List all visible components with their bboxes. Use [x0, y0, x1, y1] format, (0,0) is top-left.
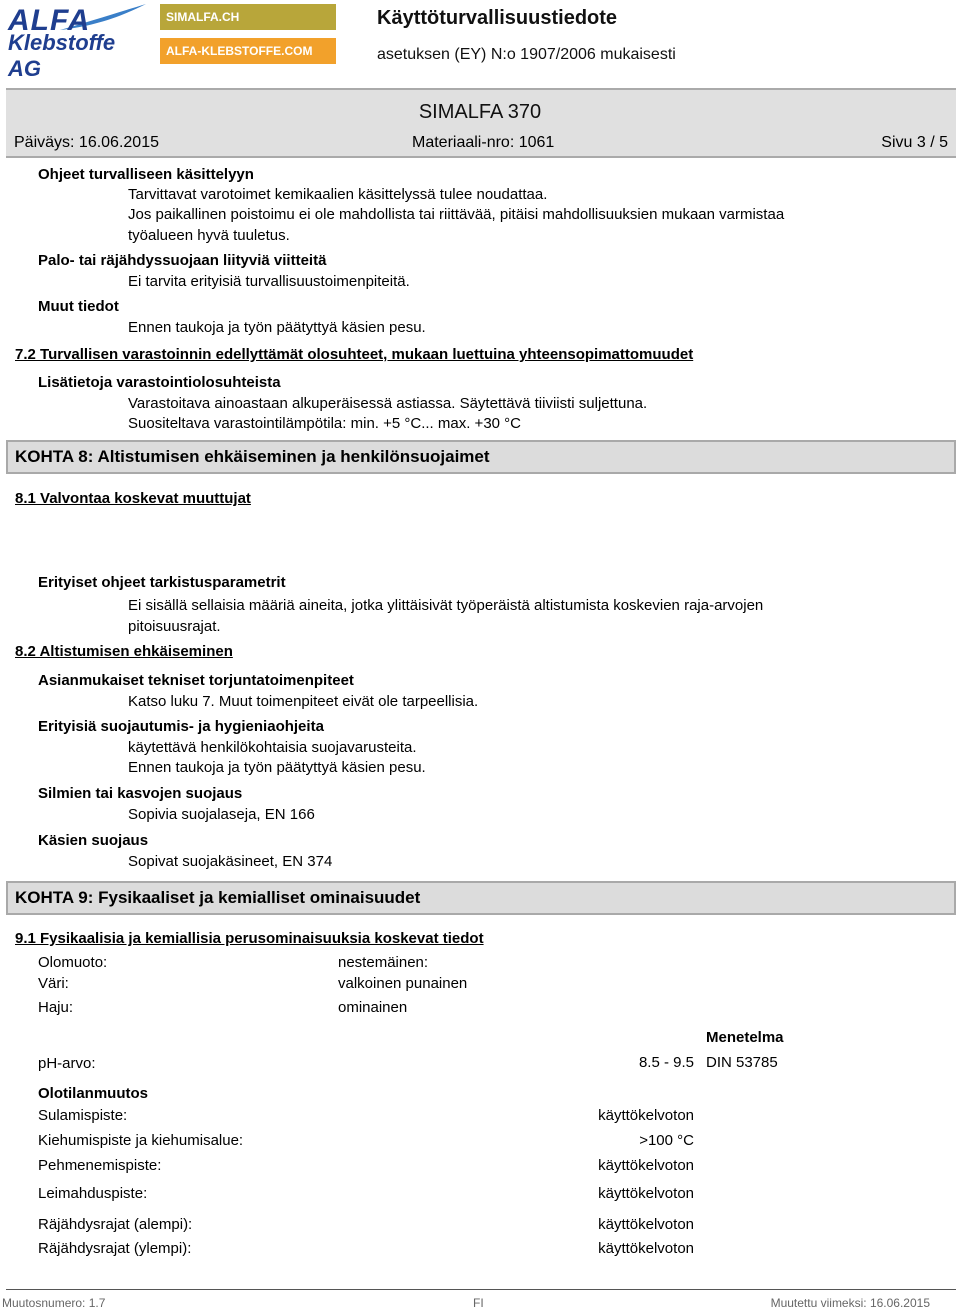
hand-protection-text: Sopivat suojakäsineet, EN 374 [128, 853, 333, 870]
hygiene-heading: Erityisiä suojautumis- ja hygieniaohjeita [38, 718, 324, 735]
property-value: käyttökelvoton [598, 1107, 694, 1124]
technical-measures-heading: Asianmukaiset tekniset torjuntatoimenpiteet [38, 672, 354, 689]
property-label: Olomuoto: [38, 954, 108, 971]
storage-heading: Lisätietoja varastointiolosuhteista [38, 374, 281, 391]
property-value: ominainen [338, 999, 408, 1016]
hygiene-text-1: käytettävä henkilökohtaisia suojavarusteita. [128, 739, 417, 756]
simalfa-ch-badge: SIMALFA.CH [160, 4, 336, 30]
eye-protection-text: Sopivia suojalaseja, EN 166 [128, 806, 315, 823]
page-number: Sivu 3 / 5 [881, 134, 948, 151]
hand-protection-heading: Käsien suojaus [38, 832, 149, 849]
eye-protection-heading: Silmien tai kasvojen suojaus [38, 785, 243, 802]
property-value: valkoinen punainen [338, 975, 468, 992]
storage-text-2: Suositeltava varastointilämpötila: min. +5 °C... max. +30 °C [128, 415, 522, 432]
language-code: FI [473, 1296, 484, 1310]
other-info-text: Ennen taukoja ja työn päätyttyä käsien pesu. [128, 319, 426, 336]
storage-text-1: Varastoitava ainoastaan alkuperäisessä astiassa. Säytettävä tiiviisti suljettuna. [128, 395, 648, 412]
property-value: käyttökelvoton [598, 1185, 694, 1202]
state-change-heading: Olotilanmuutos [38, 1085, 148, 1102]
handling-text-3: työalueen hyvä tuuletus. [128, 227, 290, 244]
property-label: Räjähdysrajat (alempi): [38, 1216, 193, 1233]
property-value: nestemäinen: [338, 954, 429, 971]
footer-divider [6, 1289, 956, 1290]
logo-text-alfa: ALFA [8, 4, 91, 37]
company-logo [0, 0, 150, 81]
logo-text-klebstoffe: Klebstoffe AG [8, 30, 116, 81]
ph-value: 8.5 - 9.5 [638, 1054, 694, 1071]
section-9-title: KOHTA 9: Fysikaaliset ja kemialliset ominaisuudet [15, 888, 421, 907]
handling-text-1: Tarvittavat varotoimet kemikaalien käsittelyssä tulee noudattaa. [128, 186, 548, 203]
property-label: Leimahduspiste: [38, 1185, 148, 1202]
property-label: Pehmenemispiste: [38, 1157, 162, 1174]
fire-protection-text: Ei tarvita erityisiä turvallisuustoimenpiteitä. [128, 273, 410, 290]
product-name: SIMALFA 370 [418, 101, 542, 123]
property-label: Haju: [38, 999, 74, 1016]
property-label: Sulamispiste: [38, 1107, 128, 1124]
ph-label: pH-arvo: [38, 1055, 96, 1072]
subsection-8-1-heading: 8.1 Valvontaa koskevat muuttujat [15, 490, 251, 507]
last-changed-date: Muutettu viimeksi: 16.06.2015 [770, 1296, 930, 1310]
property-label: Kiehumispiste ja kiehumisalue: [38, 1132, 244, 1149]
document-title: Käyttöturvallisuustiedote [377, 7, 618, 29]
alfa-klebstoffe-com-badge: ALFA-KLEBSTOFFE.COM [160, 38, 336, 64]
property-value: käyttökelvoton [598, 1240, 694, 1257]
technical-measures-text: Katso luku 7. Muut toimenpiteet eivät ole tarpeellisia. [128, 693, 479, 710]
other-info-heading: Muut tiedot [38, 298, 119, 315]
property-value: käyttökelvoton [598, 1216, 694, 1233]
ph-method: DIN 53785 [706, 1054, 778, 1071]
subsection-7-2-heading: 7.2 Turvallisen varastoinnin edellyttämät olosuhteet, mukaan luettuina yhteensopimattomuudet [15, 346, 694, 363]
section-8-title: KOHTA 8: Altistumisen ehkäiseminen ja henkilönsuojaimet [15, 447, 490, 466]
method-column-header: Menetelma [706, 1029, 784, 1046]
handling-heading: Ohjeet turvalliseen käsittelyyn [38, 166, 254, 183]
document-subtitle: asetuksen (EY) N:o 1907/2006 mukaisesti [377, 46, 676, 63]
handling-text-2: Jos paikallinen poistoimu ei ole mahdollista tai riittävää, pitäisi mahdollisuuksien mukaan varmistaa [128, 206, 785, 223]
control-parameters-text-1: Ei sisällä sellaisia määriä aineita, jotka ylittäisivät työperäistä altistumista koskevien raja-arvojen [128, 597, 764, 614]
property-value: >100 °C [639, 1132, 694, 1149]
revision-number: Muutosnumero: 1.7 [2, 1296, 106, 1310]
hygiene-text-2: Ennen taukoja ja työn päätyttyä käsien pesu. [128, 759, 426, 776]
control-parameters-text-2: pitoisuusrajat. [128, 618, 221, 635]
property-label: Väri: [38, 975, 69, 992]
issue-date: Päiväys: 16.06.2015 [14, 134, 159, 151]
fire-protection-heading: Palo- tai räjähdyssuojaan liityviä viitteitä [38, 252, 327, 269]
control-parameters-heading: Erityiset ohjeet tarkistusparametrit [38, 574, 286, 591]
subsection-9-1-heading: 9.1 Fysikaalisia ja kemiallisia perusominaisuuksia koskevat tiedot [15, 930, 484, 947]
property-value: käyttökelvoton [598, 1157, 694, 1174]
property-label: Räjähdysrajat (ylempi): [38, 1240, 192, 1257]
subsection-8-2-heading: 8.2 Altistumisen ehkäiseminen [15, 643, 233, 660]
material-number: Materiaali-nro: 1061 [412, 134, 555, 151]
